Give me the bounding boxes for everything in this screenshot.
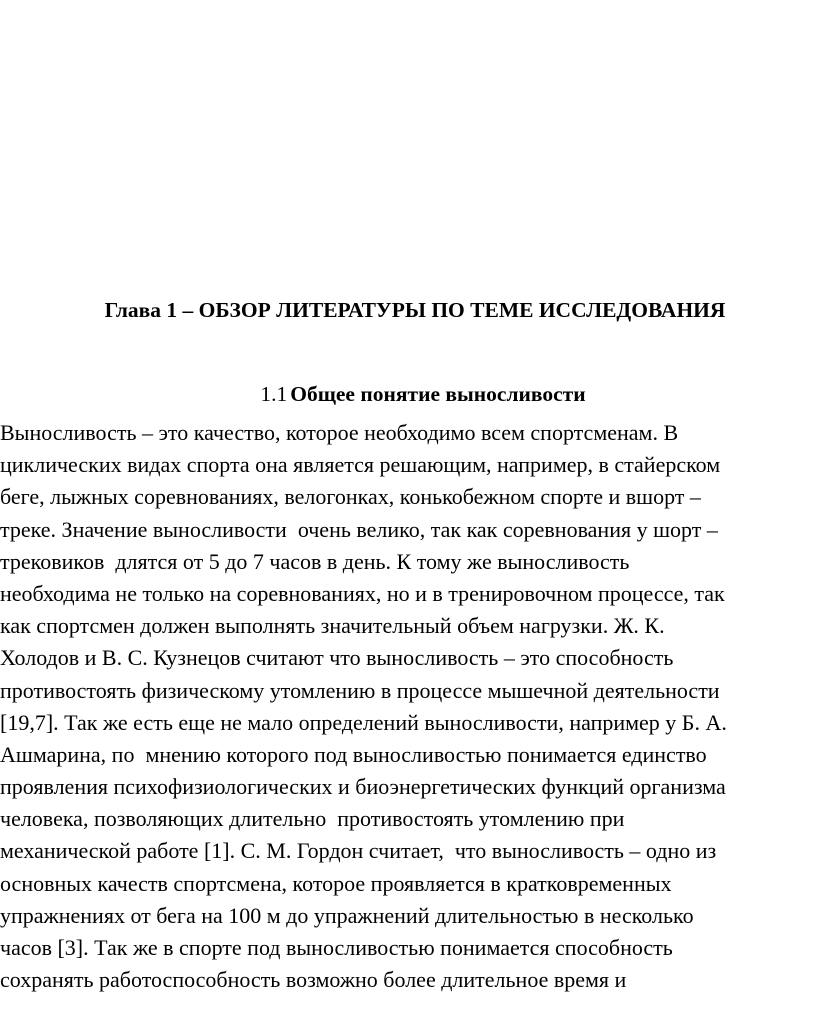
paragraph-line: механической работе [1]. С. М. Гордон считает, что выносливость – одно из xyxy=(0,838,717,864)
section-number: 1.1 xyxy=(260,382,288,406)
paragraph-line: основных качеств спортсмена, которое проявляется в кратковременных xyxy=(0,870,672,896)
chapter-heading xyxy=(0,295,816,325)
paragraph-line: беге, лыжных соревнованиях, велогонках, конькобежном спорте и вшорт – xyxy=(0,484,701,510)
paragraph-line: проявления психофизиологических и биоэнергетических функций организма xyxy=(0,774,726,800)
paragraph-line: необходима не только на соревнованиях, но и в тренировочном процессе, так xyxy=(0,580,725,606)
paragraph-line: Выносливость – это качество, которое необходимо всем спортсменам. В xyxy=(0,420,679,445)
paragraph-line: трековиков длятся от 5 до 7 часов в день. К тому же выносливость xyxy=(0,548,630,574)
paragraph-line: [19,7]. Так же есть еще не мало определений выносливости, например у Б. А. xyxy=(0,709,727,735)
paragraph-line: Холодов и В. С. Кузнецов считают что выносливость – это способность xyxy=(0,645,674,671)
paragraph-line: человека, позволяющих длительно противостоять утомлению при xyxy=(0,806,625,832)
chapter-heading-text: Глава 1 – ОБЗОР ЛИТЕРАТУРЫ ПО ТЕМЕ ИССЛЕДОВАНИЯ xyxy=(104,298,726,322)
paragraph-line: как спортсмен должен выполнять значительный объем нагрузки. Ж. К. xyxy=(0,613,665,639)
paragraph-line: сохранять работоспособность возможно более длительное время и xyxy=(0,967,627,993)
section-title: Общее понятие выносливости xyxy=(290,382,586,406)
paragraph-line: Ашмарина, по мнению которого под выносливостью понимается единство xyxy=(0,741,707,767)
paragraph-line: треке. Значение выносливости очень велико, так как соревнования у шорт – xyxy=(0,516,718,542)
paragraph-line: упражнениях от бега на 100 м до упражнений длительностью в несколько xyxy=(0,902,694,928)
paragraph-line: противостоять физическому утомлению в процессе мышечной деятельности xyxy=(0,677,720,703)
paragraph-line: часов [3]. Так же в спорте под выносливостью понимается способность xyxy=(0,935,673,960)
body-paragraph xyxy=(0,417,816,996)
paragraph-line: циклических видах спорта она является решающим, например, в стайерском xyxy=(0,452,721,478)
section-heading xyxy=(0,379,816,409)
